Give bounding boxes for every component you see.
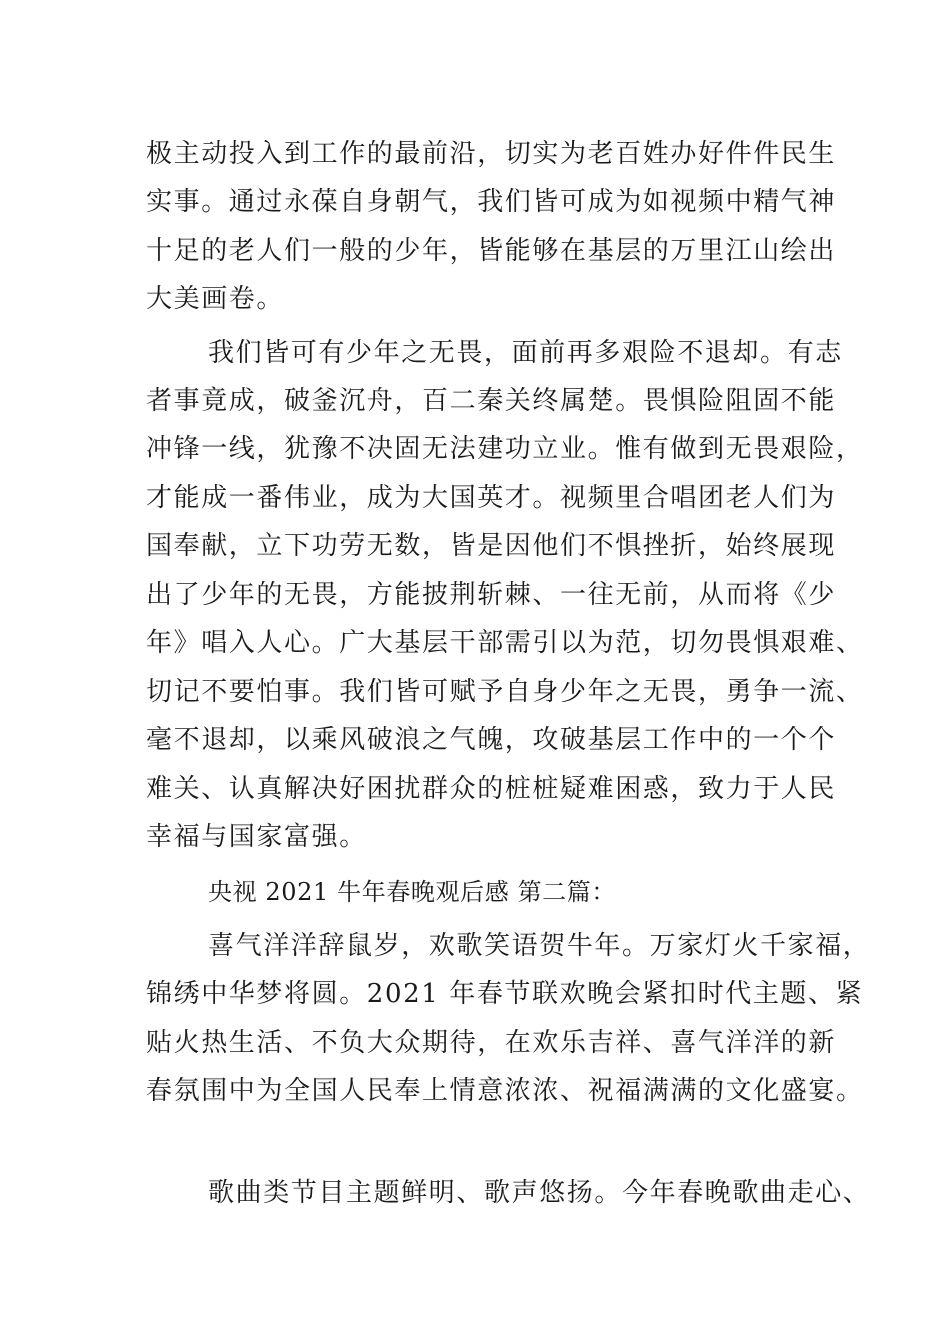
text-line: 贴火热生活、不负大众期待，在欢乐吉祥、喜气洋洋的新 [146, 1028, 837, 1058]
text-line: 十足的老人们一般的少年，皆能够在基层的万里江山绘出 [146, 236, 837, 266]
text-line: 难关、认真解决好困扰群众的桩桩疑难困惑，致力于人民 [146, 774, 837, 804]
text-line: 喜气洋洋辞鼠岁，欢歌笑语贺牛年。万家灯火千家福， [208, 931, 871, 961]
text-line: 毫不退却，以乘风破浪之气魄，攻破基层工作中的一个个 [146, 725, 837, 755]
text-line: 才能成一番伟业，成为大国英才。视频里合唱团老人们为 [146, 483, 837, 513]
text-line: 冲锋一线，犹豫不决固无法建功立业。惟有做到无畏艰险， [146, 434, 864, 464]
text-line: 幸福与国家富强。 [146, 822, 367, 852]
text-line: 锦绣中华梦将圆。2021 年春节联欢晚会紧扣时代主题、紧 [146, 979, 864, 1009]
text-line: 者事竟成，破釜沉舟，百二秦关终属楚。畏惧险阻固不能 [146, 386, 837, 416]
text-line: 出了少年的无畏，方能披荆斩棘、一往无前，从而将《少 [146, 580, 837, 610]
text-line: 大美画卷。 [146, 284, 285, 314]
text-line: 我们皆可有少年之无畏，面前再多艰险不退却。有志 [208, 338, 843, 368]
text-line: 切记不要怕事。我们皆可赋予自身少年之无畏，勇争一流、 [146, 677, 864, 707]
text-line: 年》唱入人心。广大基层干部需引以为范，切勿畏惧艰难、 [146, 628, 864, 658]
text-line: 实事。通过永葆自身朝气，我们皆可成为如视频中精气神 [146, 187, 837, 217]
section-heading: 央视 2021 牛年春晚观后感 第二篇： [208, 878, 616, 906]
text-line: 春氛围中为全国人民奉上情意浓浓、祝福满满的文化盛宴。 [146, 1076, 864, 1106]
text-line: 歌曲类节目主题鲜明、歌声悠扬。今年春晚歌曲走心、 [208, 1178, 871, 1208]
text-line: 国奉献，立下功劳无数，皆是因他们不惧挫折，始终展现 [146, 531, 837, 561]
text-line: 极主动投入到工作的最前沿，切实为老百姓办好件件民生 [146, 139, 837, 169]
